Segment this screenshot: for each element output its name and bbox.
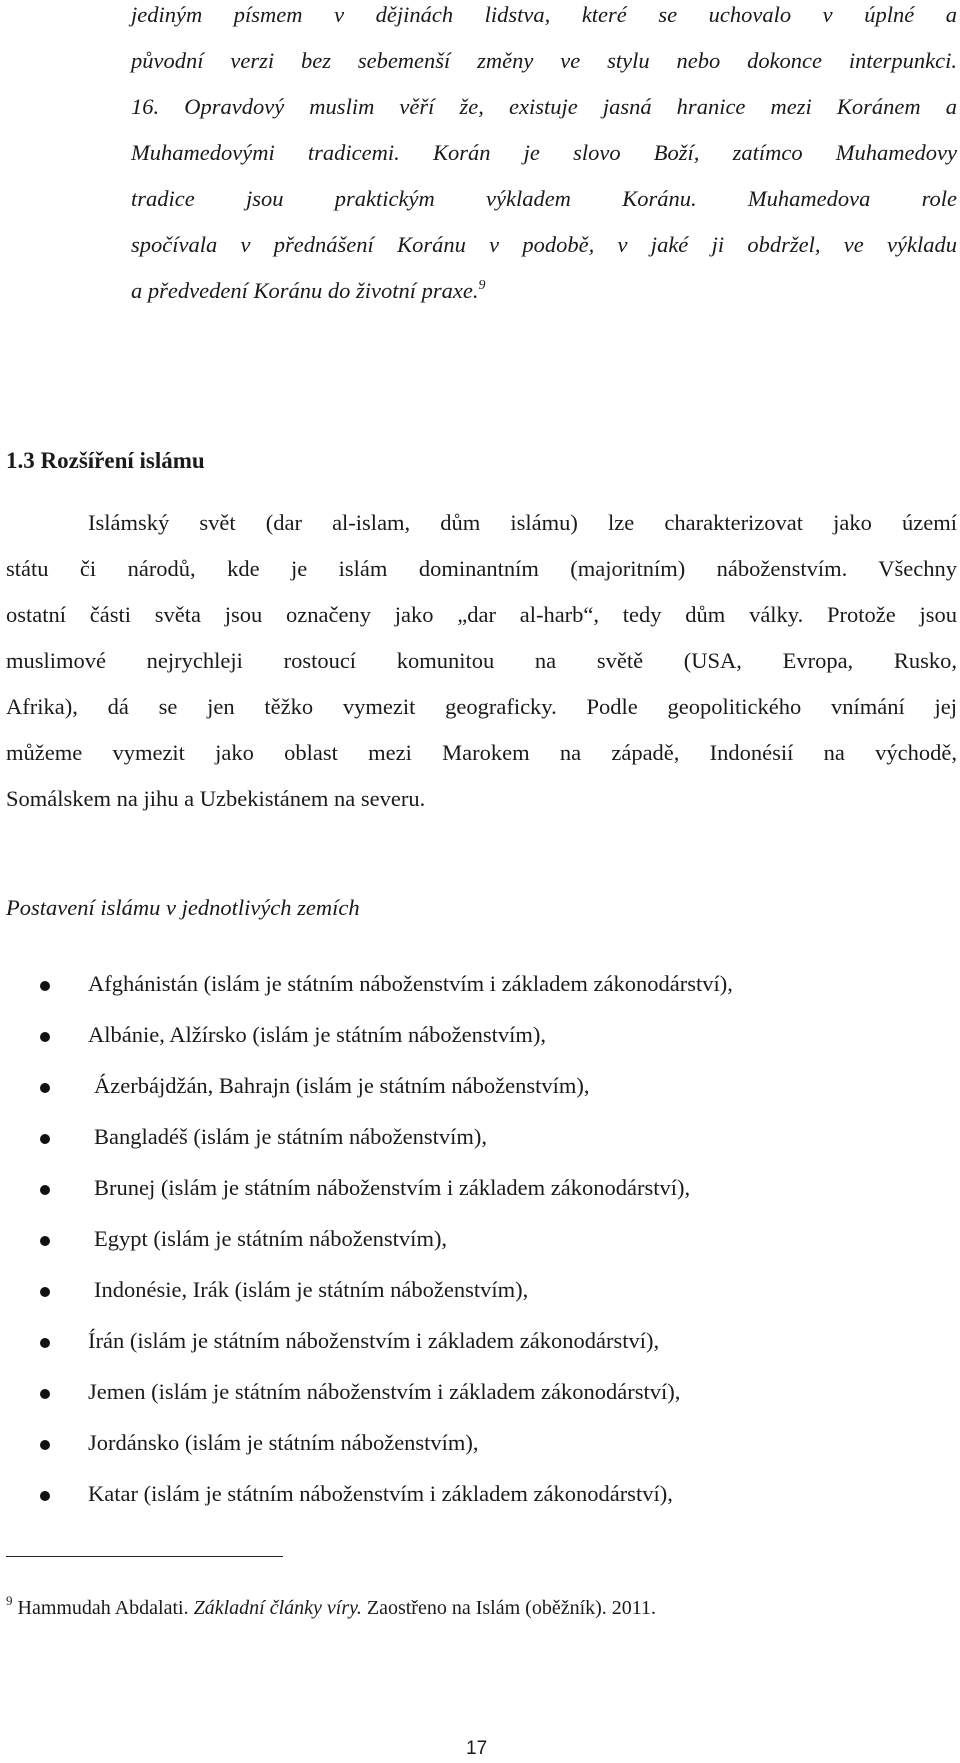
section-heading: 1.3 Rozšíření islámu [6, 448, 205, 473]
quote-last-line [131, 280, 957, 303]
list-item-text: Jordánsko (islám je státním náboženstvím), [88, 1430, 479, 1455]
footnote-title: Základní články víry. [193, 1597, 362, 1619]
list-item-text: Katar (islám je státním náboženstvím i základem zákonodárství), [88, 1481, 673, 1506]
footnote-source: Zaostřeno na Islám (oběžník). 2011. [366, 1597, 657, 1619]
footnote-separator [6, 1556, 283, 1557]
footnote [6, 1593, 657, 1620]
bullet-icon [40, 1389, 50, 1399]
list-item [40, 1073, 940, 1103]
list-item-text: Indonésie, Irák (islám je státním náboženstvím), [94, 1277, 529, 1302]
quote-line: původní verzi bez sebemenší změny ve stylu nebo dokonce interpunkci. [131, 48, 957, 73]
bullet-icon [40, 981, 50, 991]
paragraph-line: Islámský svět (dar al-islam, dům islámu) lze charakterizovat jako území [88, 510, 957, 535]
bullet-icon [40, 1491, 50, 1501]
list-item [40, 1328, 940, 1358]
list-item [40, 1277, 940, 1307]
bullet-icon [40, 1134, 50, 1144]
list-item-text: Afghánistán (islám je státním náboženstvím i základem zákonodárství), [88, 971, 733, 996]
list-item [40, 1175, 940, 1205]
bullet-icon [40, 1440, 50, 1450]
paragraph-line: muslimové nejrychleji rostoucí komunitou na světě (USA, Evropa, Rusko, [6, 648, 957, 673]
list-item [40, 1124, 940, 1154]
paragraph-line: státu či národů, kde je islám dominantním (majoritním) náboženstvím. Všechny [6, 556, 957, 581]
paragraph-line: můžeme vymezit jako oblast mezi Marokem na západě, Indonésií na východě, [6, 740, 957, 765]
list-item [40, 1379, 940, 1409]
list-item [40, 1226, 940, 1256]
list-item [40, 1481, 940, 1511]
quote-line: jediným písmem v dějinách lidstva, které se uchovalo v úplné a [131, 2, 957, 27]
paragraph-line: ostatní části světa jsou označeny jako „dar al-harb“, tedy dům války. Protože jsou [6, 602, 957, 627]
list-item-text: Jemen (islám je státním náboženstvím i základem zákonodárství), [88, 1379, 681, 1404]
bullet-icon [40, 1083, 50, 1093]
quote-line: 16. Opravdový muslim věří že, existuje jasná hranice mezi Koránem a [131, 94, 957, 119]
list-item [40, 1430, 940, 1460]
footnote-number: 9 [6, 1593, 13, 1608]
paragraph-line: Somálskem na jihu a Uzbekistánem na severu. [6, 786, 426, 811]
paragraph-line: Afrika), dá se jen těžko vymezit geograficky. Podle geopolitického vnímání jej [6, 694, 957, 719]
quote-line: spočívala v přednášení Koránu v podobě, v jaké ji obdržel, ve výkladu [131, 232, 957, 257]
page-number: 17 [466, 1738, 488, 1759]
footnote-author: Hammudah Abdalati. [17, 1597, 189, 1619]
list-item-text: Brunej (islám je státním náboženstvím i základem zákonodárství), [94, 1175, 691, 1200]
list-item-text: Írán (islám je státním náboženstvím i základem zákonodárství), [88, 1328, 660, 1353]
bullet-icon [40, 1338, 50, 1348]
bullet-icon [40, 1287, 50, 1297]
list-item-text: Ázerbájdžán, Bahrajn (islám je státním náboženstvím), [94, 1073, 590, 1098]
list-item-text: Albánie, Alžírsko (islám je státním náboženstvím), [88, 1022, 547, 1047]
list-item [40, 971, 940, 1001]
list-item-text: Egypt (islám je státním náboženstvím), [94, 1226, 448, 1251]
subheading: Postavení islámu v jednotlivých zemích [6, 895, 360, 920]
bullet-icon [40, 1032, 50, 1042]
list-item-text: Bangladéš (islám je státním náboženstvím), [94, 1124, 488, 1149]
bullet-icon [40, 1185, 50, 1195]
quote-line: Muhamedovými tradicemi. Korán je slovo Boží, zatímco Muhamedovy [131, 140, 957, 165]
list-item [40, 1022, 940, 1052]
quote-line-text: a předvedení Koránu do životní praxe. [131, 278, 479, 303]
quote-line: tradice jsou praktickým výkladem Koránu. Muhamedova role [131, 186, 957, 211]
footnote-reference: 9 [478, 278, 486, 293]
bullet-icon [40, 1236, 50, 1246]
